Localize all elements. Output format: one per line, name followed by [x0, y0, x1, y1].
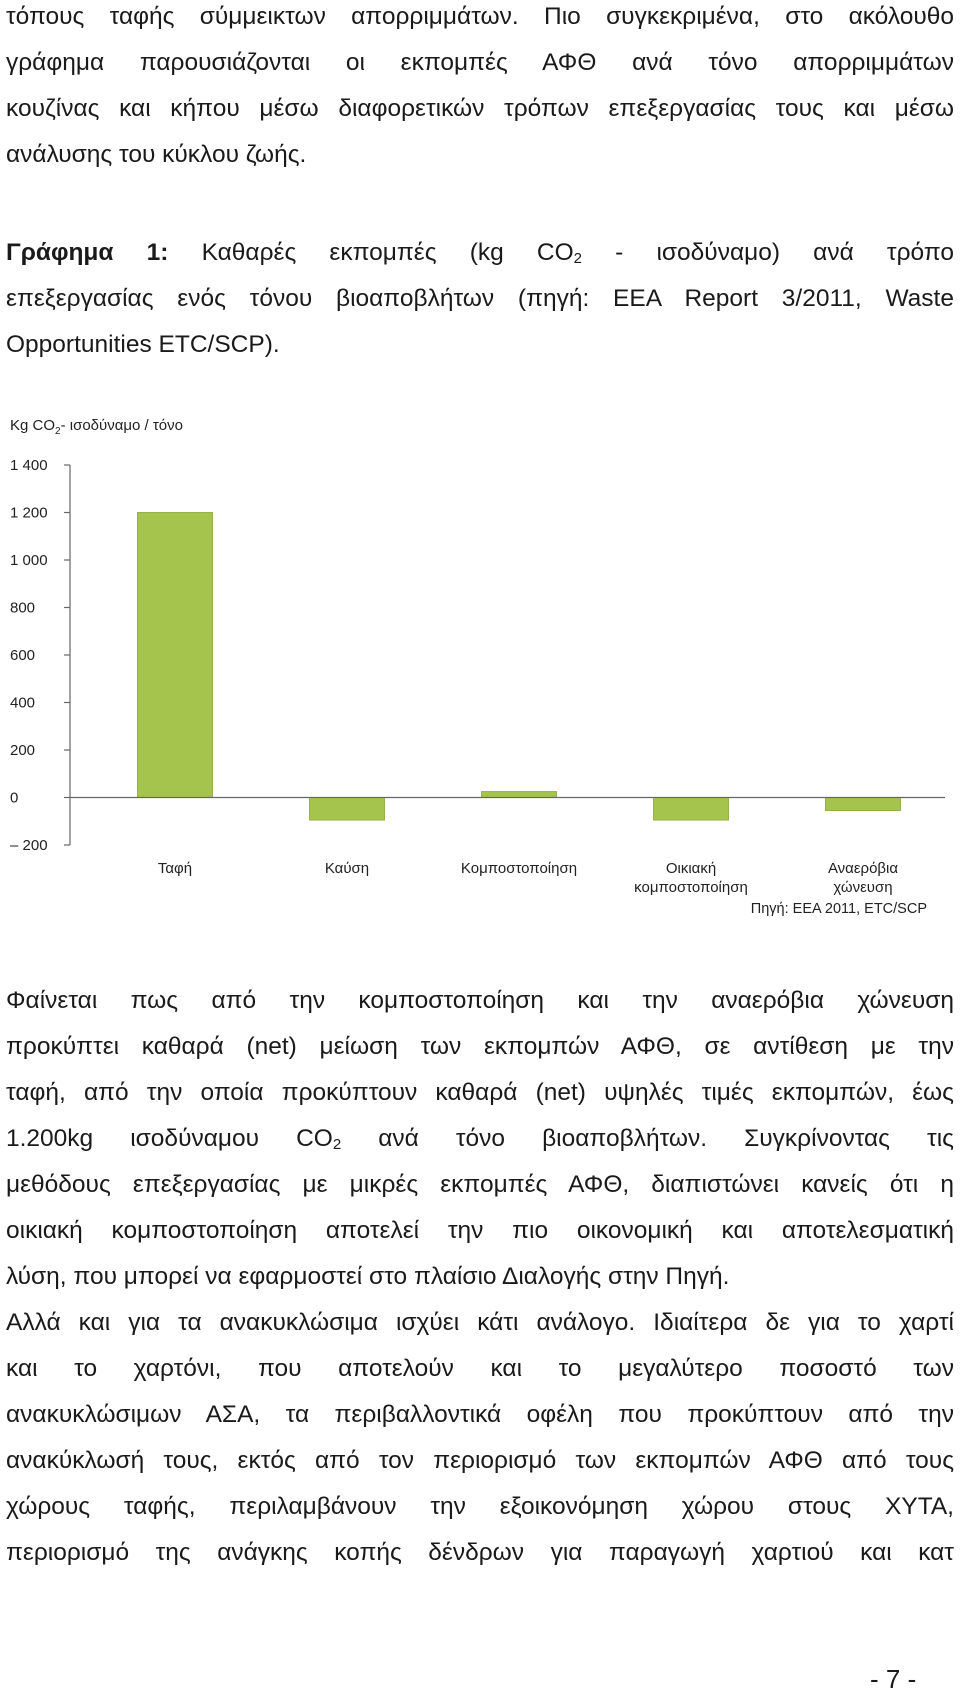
intro-line-1: τόπους ταφής σύμμεικτων απορριμμάτων. Πιο συγκεκριμένα, στο ακόλουθο	[6, 3, 954, 30]
x-tick-label: κομποστοποίηση	[634, 879, 748, 896]
figure-caption-line-1: Γράφημα 1: Καθαρές εκπομπές (kg $CO_2 - \iota\sigma o\delta ύ\nu\alpha\mu o$) ανά τρόπο	[6, 239, 954, 267]
y-axis-title: Kg $CO_2-$ ισοδύναμο / τόνο	[10, 417, 183, 437]
figure-caption-line-3: Opportunities ETC/SCP).	[6, 331, 280, 358]
y-tick-label: – 200	[10, 837, 48, 854]
caption-label: Γράφημα 1:	[6, 239, 169, 266]
y-tick-label: 800	[10, 599, 36, 617]
x-tick-label: Κομποστοποίηση	[460, 860, 578, 877]
chart-source: Πηγή: ΕΕΑ 2011, ETC/SCP	[750, 901, 927, 917]
intro-line-2: γράφημα παρουσιάζονται οι εκπομπές ΑΦΘ ανά τόνο απορριμμάτων	[6, 49, 954, 76]
x-tick-label: Καύση	[324, 860, 370, 877]
body-line-4: 1.200kg ισοδύναμου $CO_2$ ανά τόνο βιοαποβλήτων. Συγκρίνοντας τις	[6, 1125, 954, 1153]
bar	[310, 798, 385, 821]
page-number: - 7 -	[870, 1664, 917, 1694]
body-line-7: λύση, που μπορεί να εφαρμοστεί στο πλαίσιο Διαλογής στην Πηγή.	[6, 1263, 730, 1290]
body-line-6: οικιακή κομποστοποίηση αποτελεί την πιο οικονομική και αποτελεσματική	[6, 1217, 954, 1244]
body-line-8: Αλλά και για τα ανακυκλώσιμα ισχύει κάτι ανάλογο. Ιδιαίτερα δε για το χαρτί	[6, 1309, 954, 1336]
y-axis	[10, 457, 70, 854]
y-tick-label: 1 400	[10, 457, 48, 474]
x-tick-label: Οικιακή	[665, 860, 717, 877]
bar	[654, 798, 729, 821]
y-tick-label: 1 000	[10, 552, 48, 569]
y-tick-label: 0	[10, 789, 19, 807]
intro-line-3: κουζίνας και κήπου μέσω διαφορετικών τρόπων επεξεργασίας τους και μέσω	[6, 95, 954, 122]
bar	[826, 798, 901, 811]
body-line-12: χώρους ταφής, περιλαμβάνουν την εξοικονόμηση χώρου στους ΧΥΤΑ,	[6, 1493, 954, 1520]
y-tick-label: 600	[10, 647, 36, 664]
x-tick-label: χώνευση	[833, 879, 893, 896]
bar	[482, 792, 557, 798]
body-line-5: μεθόδους επεξεργασίας με μικρές εκπομπές ΑΦΘ, διαπιστώνει κανείς ότι η	[6, 1171, 954, 1198]
emissions-bar-chart	[0, 415, 960, 925]
x-axis-labels	[158, 860, 899, 896]
x-tick-label: Αναερόβια	[827, 860, 899, 877]
bar	[138, 513, 213, 798]
body-line-13: περιορισμό της ανάγκης κοπής δένδρων για παραγωγή χαρτιού και κατ	[6, 1539, 954, 1566]
body-line-10: ανακυκλώσιμων ΑΣΑ, τα περιβαλλοντικά οφέλη που προκύπτουν από την	[6, 1401, 954, 1428]
x-tick-label: Ταφή	[157, 860, 193, 877]
figure-caption-line-2: επεξεργασίας ενός τόνου βιοαποβλήτων (πηγή: EEA Report 3/2011, Waste	[6, 285, 954, 312]
y-tick-label: 1 200	[10, 504, 48, 522]
y-tick-label: 200	[10, 742, 36, 759]
bars	[70, 513, 945, 821]
intro-line-4: ανάλυσης του κύκλου ζωής.	[6, 141, 307, 168]
body-line-3: ταφή, από την οποία προκύπτουν καθαρά (net) υψηλές τιμές εκπομπών, έως	[6, 1079, 954, 1106]
body-line-11: ανακύκλωσή τους, εκτός από τον περιορισμό των εκπομπών ΑΦΘ από τους	[6, 1447, 954, 1474]
y-tick-label: 400	[10, 694, 36, 712]
body-line-9: και το χαρτόνι, που αποτελούν και το μεγαλύτερο ποσοστό των	[6, 1355, 954, 1382]
body-line-2: προκύπτει καθαρά (net) μείωση των εκπομπών ΑΦΘ, σε αντίθεση με την	[6, 1033, 954, 1060]
body-line-1: Φαίνεται πως από την κομποστοποίηση και την αναερόβια χώνευση	[6, 987, 954, 1014]
